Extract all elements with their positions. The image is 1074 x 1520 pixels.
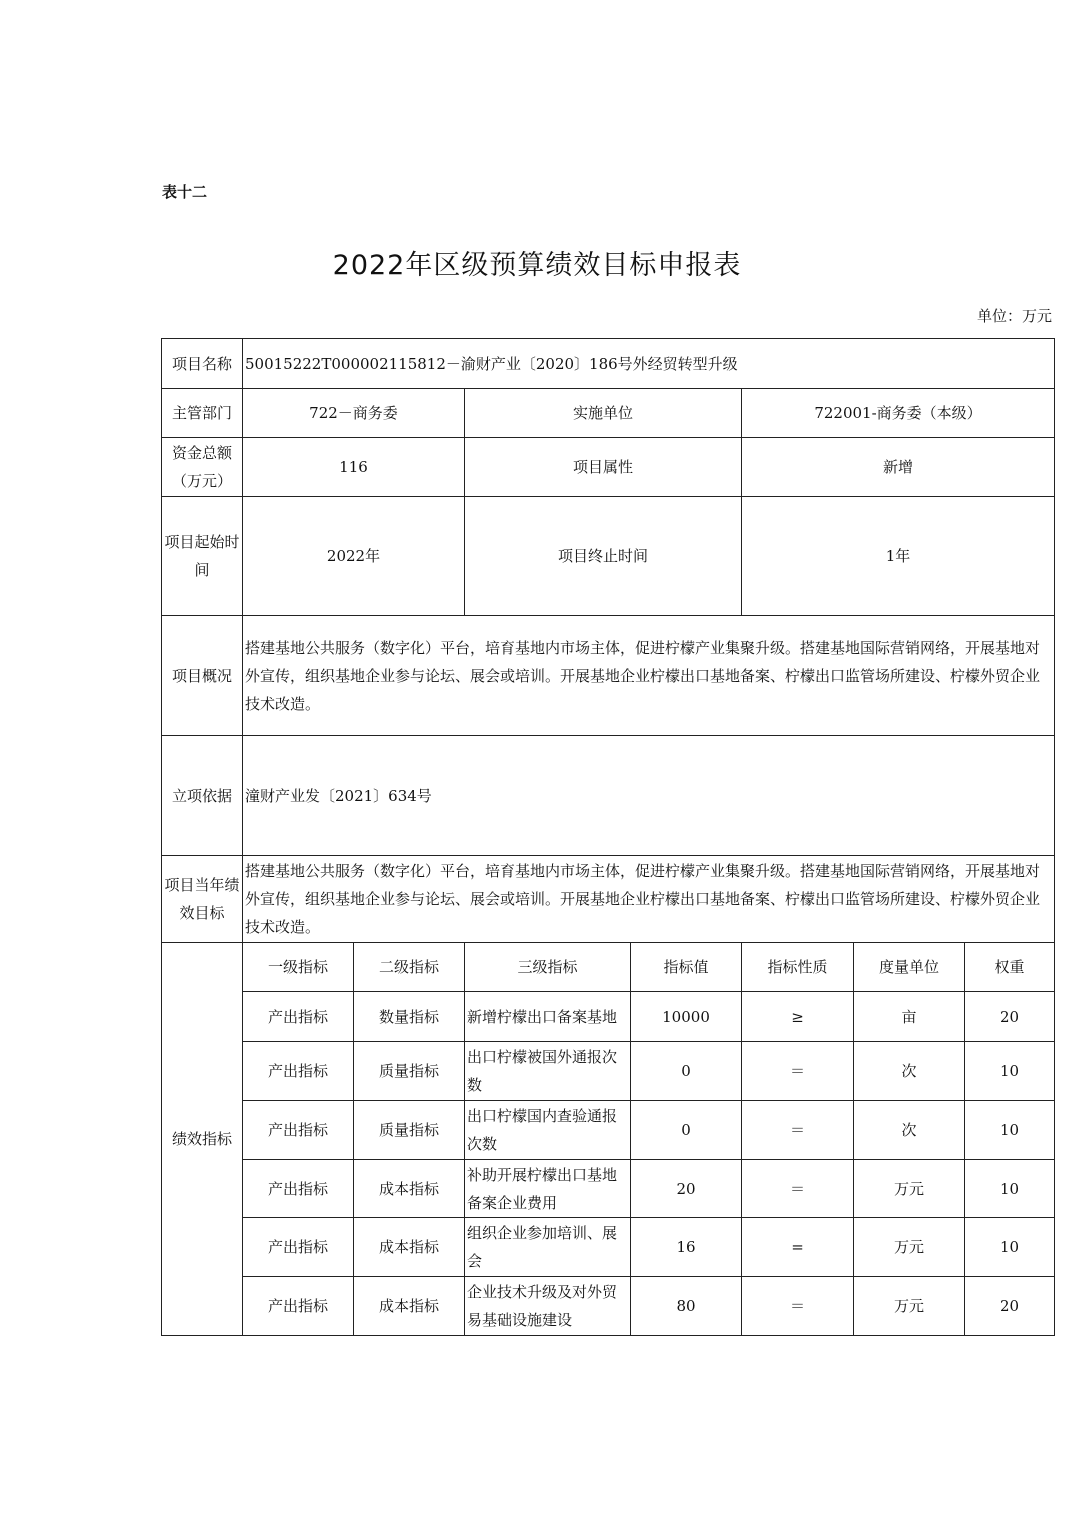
header-level2: 二级指标 xyxy=(354,943,465,992)
value-cell: 10000 xyxy=(631,992,742,1042)
impl-unit-label: 实施单位 xyxy=(465,389,742,438)
project-name-label: 项目名称 xyxy=(162,339,243,389)
nature-cell: ＝ xyxy=(742,1277,854,1336)
end-time-value: 1年 xyxy=(742,497,1055,616)
table-row xyxy=(162,1101,1055,1160)
table-row xyxy=(162,1277,1055,1336)
level1-cell: 产出指标 xyxy=(243,1042,354,1101)
basis-value: 潼财产业发〔2021〕634号 xyxy=(243,736,1055,856)
annual-goal-row xyxy=(162,856,1055,943)
table-row xyxy=(162,1042,1055,1101)
weight-cell: 10 xyxy=(965,1101,1055,1160)
value-cell: 80 xyxy=(631,1277,742,1336)
nature-cell: ＝ xyxy=(742,1042,854,1101)
dept-label: 主管部门 xyxy=(162,389,243,438)
table-row xyxy=(162,1218,1055,1277)
value-cell: 16 xyxy=(631,1218,742,1277)
weight-cell: 20 xyxy=(965,1277,1055,1336)
level2-cell: 成本指标 xyxy=(354,1160,465,1218)
start-time-label: 项目起始时间 xyxy=(162,497,243,616)
value-cell: 0 xyxy=(631,1042,742,1101)
level3-cell: 出口柠檬国内查验通报次数 xyxy=(465,1101,631,1160)
level3-cell: 出口柠檬被国外通报次数 xyxy=(465,1042,631,1101)
unit-cell: 次 xyxy=(854,1101,965,1160)
nature-cell: ＝ xyxy=(742,1160,854,1218)
header-unit: 度量单位 xyxy=(854,943,965,992)
level2-cell: 质量指标 xyxy=(354,1101,465,1160)
level3-cell: 组织企业参加培训、展会 xyxy=(465,1218,631,1277)
header-level1: 一级指标 xyxy=(243,943,354,992)
project-attr-label: 项目属性 xyxy=(465,438,742,497)
page-title: 2022年区级预算绩效目标申报表 xyxy=(332,250,742,281)
level3-cell: 新增柠檬出口备案基地 xyxy=(465,992,631,1042)
overview-row xyxy=(162,616,1055,736)
unit-cell: 万元 xyxy=(854,1277,965,1336)
nature-cell: = xyxy=(742,1218,854,1277)
header-value: 指标值 xyxy=(631,943,742,992)
nature-cell: ≥ xyxy=(742,992,854,1042)
end-time-label: 项目终止时间 xyxy=(465,497,742,616)
level2-cell: 成本指标 xyxy=(354,1277,465,1336)
dept-value: 722－商务委 xyxy=(243,389,465,438)
header-nature: 指标性质 xyxy=(742,943,854,992)
time-row xyxy=(162,497,1055,616)
impl-unit-value: 722001-商务委（本级） xyxy=(742,389,1055,438)
project-name-row xyxy=(162,339,1055,389)
table-row xyxy=(162,1160,1055,1218)
basis-label: 立项依据 xyxy=(162,736,243,856)
budget-performance-table xyxy=(161,338,1055,1336)
unit-label: 单位：万元 xyxy=(976,307,1052,325)
level1-cell: 产出指标 xyxy=(243,1101,354,1160)
nature-cell: ＝ xyxy=(742,1101,854,1160)
level2-cell: 质量指标 xyxy=(354,1042,465,1101)
unit-cell: 万元 xyxy=(854,1218,965,1277)
fund-row xyxy=(162,438,1055,497)
unit-cell: 次 xyxy=(854,1042,965,1101)
level2-cell: 成本指标 xyxy=(354,1218,465,1277)
value-cell: 0 xyxy=(631,1101,742,1160)
level1-cell: 产出指标 xyxy=(243,1277,354,1336)
indicators-label: 绩效指标 xyxy=(162,943,243,1336)
weight-cell: 20 xyxy=(965,992,1055,1042)
indicator-header-row xyxy=(162,943,1055,992)
fund-value: 116 xyxy=(243,438,465,497)
annual-goal-value: 搭建基地公共服务（数字化）平台，培育基地内市场主体，促进柠檬产业集聚升级。搭建基地国际营销网络，开展基地对外宣传，组织基地企业参与论坛、展会或培训。开展基地企业柠檬出口基地备案、柠檬出口监管场所建设、柠檬外贸企业技术改造。 xyxy=(243,856,1055,943)
header-level3: 三级指标 xyxy=(465,943,631,992)
level3-cell: 补助开展柠檬出口基地备案企业费用 xyxy=(465,1160,631,1218)
level1-cell: 产出指标 xyxy=(243,1218,354,1277)
overview-value: 搭建基地公共服务（数字化）平台，培育基地内市场主体，促进柠檬产业集聚升级。搭建基地国际营销网络，开展基地对外宣传，组织基地企业参与论坛、展会或培训。开展基地企业柠檬出口基地备案、柠檬出口监管场所建设、柠檬外贸企业技术改造。 xyxy=(243,616,1055,736)
level2-cell: 数量指标 xyxy=(354,992,465,1042)
weight-cell: 10 xyxy=(965,1042,1055,1101)
table-row xyxy=(162,992,1055,1042)
department-row xyxy=(162,389,1055,438)
basis-row xyxy=(162,736,1055,856)
fund-label: 资金总额（万元） xyxy=(162,438,243,497)
header-weight: 权重 xyxy=(965,943,1055,992)
project-name-value: 50015222T000002115812－渝财产业〔2020〕186号外经贸转型升级 xyxy=(243,339,1055,389)
unit-cell: 万元 xyxy=(854,1160,965,1218)
overview-label: 项目概况 xyxy=(162,616,243,736)
level3-cell: 企业技术升级及对外贸易基础设施建设 xyxy=(465,1277,631,1336)
unit-cell: 亩 xyxy=(854,992,965,1042)
weight-cell: 10 xyxy=(965,1218,1055,1277)
level1-cell: 产出指标 xyxy=(243,992,354,1042)
annual-goal-label: 项目当年绩效目标 xyxy=(162,856,243,943)
weight-cell: 10 xyxy=(965,1160,1055,1218)
value-cell: 20 xyxy=(631,1160,742,1218)
level1-cell: 产出指标 xyxy=(243,1160,354,1218)
start-time-value: 2022年 xyxy=(243,497,465,616)
project-attr-value: 新增 xyxy=(742,438,1055,497)
table-label: 表十二 xyxy=(162,183,208,201)
